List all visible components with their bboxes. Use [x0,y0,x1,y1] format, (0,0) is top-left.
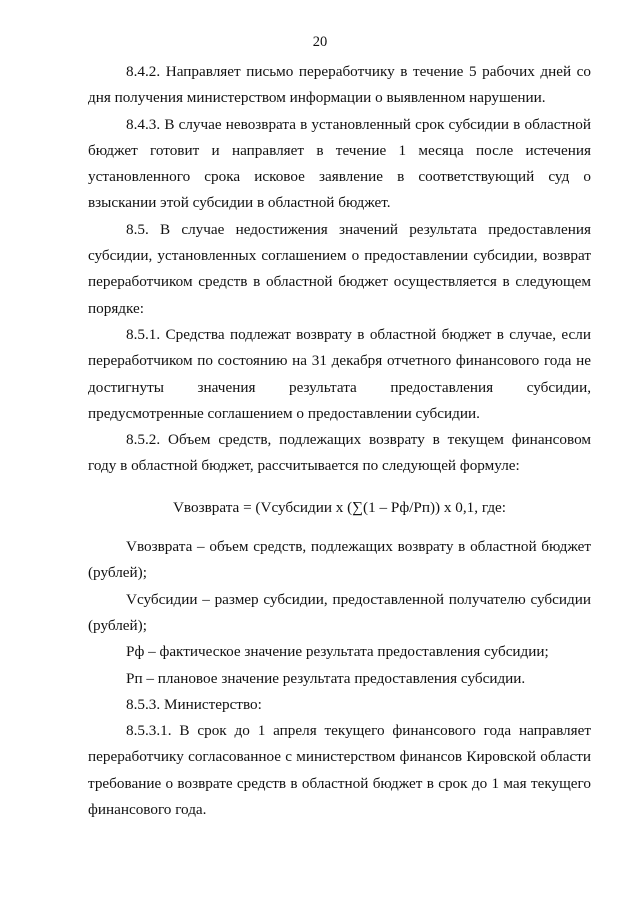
definition-p-planned: Pп – плановое значение результата предоставления субсидии. [126,669,526,687]
paragraph-8-4-2: 8.4.2. Направляет письмо переработчику в течение 5 рабочих дней со дня получения министерством информации о выявленном нарушении. [88,63,591,107]
page-number: 20 [312,34,328,50]
definition-p-actual: Pф – фактическое значение результата предоставления субсидии; [126,643,549,661]
paragraph-8-5-3-1: 8.5.3.1. В срок до 1 апреля текущего финансового года направляет переработчику согласованное с министерством финансов Кировской области требование о возврате средств в областной бюджет в срок до 1 мая текущего финансового года. [88,722,591,819]
paragraph-8-5-2: 8.5.2. Объем средств, подлежащих возврату в текущем финансовом году в областной бюджет, рассчитывается по следующей формуле: [88,431,591,475]
definition-v-return: Vвозврата – объем средств, подлежащих возврату в областной бюджет (рублей); [88,538,591,582]
return-formula: Vвозврата = (Vсубсидии x (∑(1 – Pф/Pп)) x 0,1, где: [172,498,507,516]
definition-v-subsidy: Vсубсидии – размер субсидии, предоставленной получателю субсидии (рублей); [88,590,591,634]
paragraph-8-4-3: 8.4.3. В случае невозврата в установленный срок субсидии в областной бюджет готовит и направляет в течение 1 месяца после истечения установленного срока исковое заявление в соответствующий суд о взыскании этой субсидии в областной бюджет. [88,115,591,212]
paragraph-8-5-3: 8.5.3. Министерство: [126,695,262,713]
paragraph-8-5: 8.5. В случае недостижения значений результата предоставления субсидии, установленных соглашением о предоставлении субсидии, возврат переработчиком средств в областной бюджет осуществляется в следующем порядке: [88,220,591,317]
paragraph-8-5-1: 8.5.1. Средства подлежат возврату в областной бюджет в случае, если переработчиком по состоянию на 31 декабря отчетного финансового года не достигнуты значения результата предоставления субсидии, предусмотренные соглашением о предоставлении субсидии. [88,325,591,422]
document-body [88,59,591,823]
